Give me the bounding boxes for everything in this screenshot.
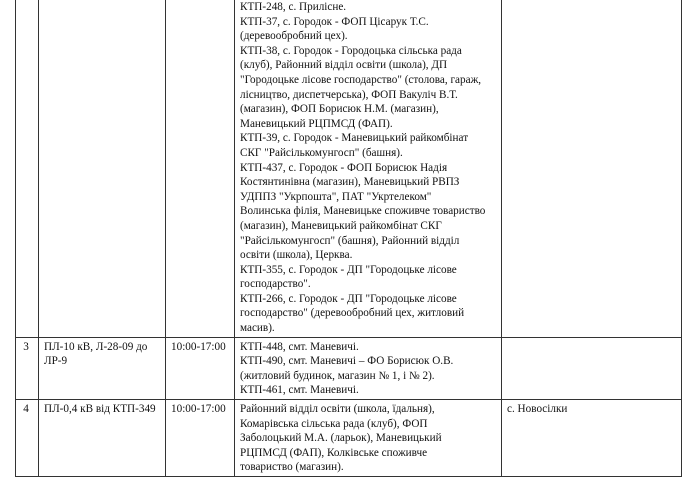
object-line: КТП-266, с. Городок - ДП "Городоцьке лісове <box>240 292 457 305</box>
object-line: "Райсількомунгосп" (башня), Районний відділ <box>240 234 460 247</box>
outage-schedule-table <box>15 0 682 477</box>
power-line-cell <box>39 0 166 337</box>
object-line: Заболоцький М.А. (ларьок), Маневицький <box>240 432 442 445</box>
object-line: масив). <box>240 322 275 335</box>
object-line: КТП-248, с. Прилісне. <box>240 1 347 13</box>
object-line: КТП-490, смт. Маневичі – ФО Борисюк О.В. <box>240 355 454 368</box>
objects-cell <box>235 0 502 337</box>
objects-cell <box>235 400 502 477</box>
settlement-cell <box>502 0 682 337</box>
object-line: освіти (школа), Церква. <box>240 249 353 262</box>
object-line: Комарівська сільська рада (клуб), ФОП <box>240 417 428 430</box>
object-line: лісництво, диспетчерська), ФОП Вакуліч В.Т. <box>240 88 458 101</box>
time-cell: 10:00-17:00 <box>166 400 235 477</box>
object-line: УДППЗ "Укрпошта", ПАТ "Укртелеком" <box>240 190 432 203</box>
object-line: господарство" (деревообробний цех, житловий <box>240 307 465 320</box>
object-line: КТП-461, смт. Маневичі. <box>240 384 359 397</box>
object-line: господарство". <box>240 278 311 291</box>
object-line: (деревообробний цех). <box>240 30 348 43</box>
time-cell <box>166 0 235 337</box>
objects-cell <box>235 337 502 399</box>
settlement-cell: с. Новосілки <box>502 400 682 477</box>
object-line: Костянтинівна (магазин), Маневицький РВПЗ <box>240 176 460 189</box>
object-line: СКГ "Райсількомунгосп" (башня). <box>240 146 403 159</box>
object-line: КТП-437, с. Городок - ФОП Борисюк Надія <box>240 161 448 174</box>
settlement-cell <box>502 337 682 399</box>
power-line-cell: ПЛ-10 кВ, Л-28-09 до ЛР-9 <box>39 337 166 399</box>
object-line: "Городоцьке лісове господарство" (столова, гараж, <box>240 73 482 86</box>
object-line: КТП-38, с. Городок - Городоцька сільська рада <box>240 44 462 57</box>
object-line: РЦПМСД (ФАП), Колківське споживче <box>240 446 428 459</box>
table-row <box>16 400 682 477</box>
row-number-cell <box>16 0 39 337</box>
power-line-cell: ПЛ-0,4 кВ від КТП-349 <box>39 400 166 477</box>
object-line: Волинська філія, Маневицьке споживче товариство <box>240 205 486 218</box>
row-number-cell: 4 <box>16 400 39 477</box>
object-line: КТП-37, с. Городок - ФОП Цісарук Т.С. <box>240 15 429 28</box>
object-line: (житловий будинок, магазин № 1, і № 2). <box>240 369 435 382</box>
object-line: товариство (магазин). <box>240 461 344 474</box>
object-line: КТП-39, с. Городок - Маневицький райкомбінат <box>240 132 469 145</box>
row-number-cell: 3 <box>16 337 39 399</box>
table-row <box>16 337 682 399</box>
object-line: (магазин), ФОП Борисюк Н.М. (магазин), <box>240 103 439 116</box>
table-row <box>16 0 682 337</box>
time-cell: 10:00-17:00 <box>166 337 235 399</box>
object-line: КТП-448, смт. Маневичі. <box>240 340 359 353</box>
object-line: КТП-355, с. Городок - ДП "Городоцьке лісове <box>240 263 457 276</box>
object-line: (клуб), Районний відділ освіти (школа), ДП <box>240 59 448 72</box>
object-line: Маневицький РЦПМСД (ФАП). <box>240 117 393 130</box>
object-line: (магазин), Маневицький райкомбінат СКГ <box>240 219 442 232</box>
object-line: Районний відділ освіти (школа, їдальня), <box>240 403 435 416</box>
